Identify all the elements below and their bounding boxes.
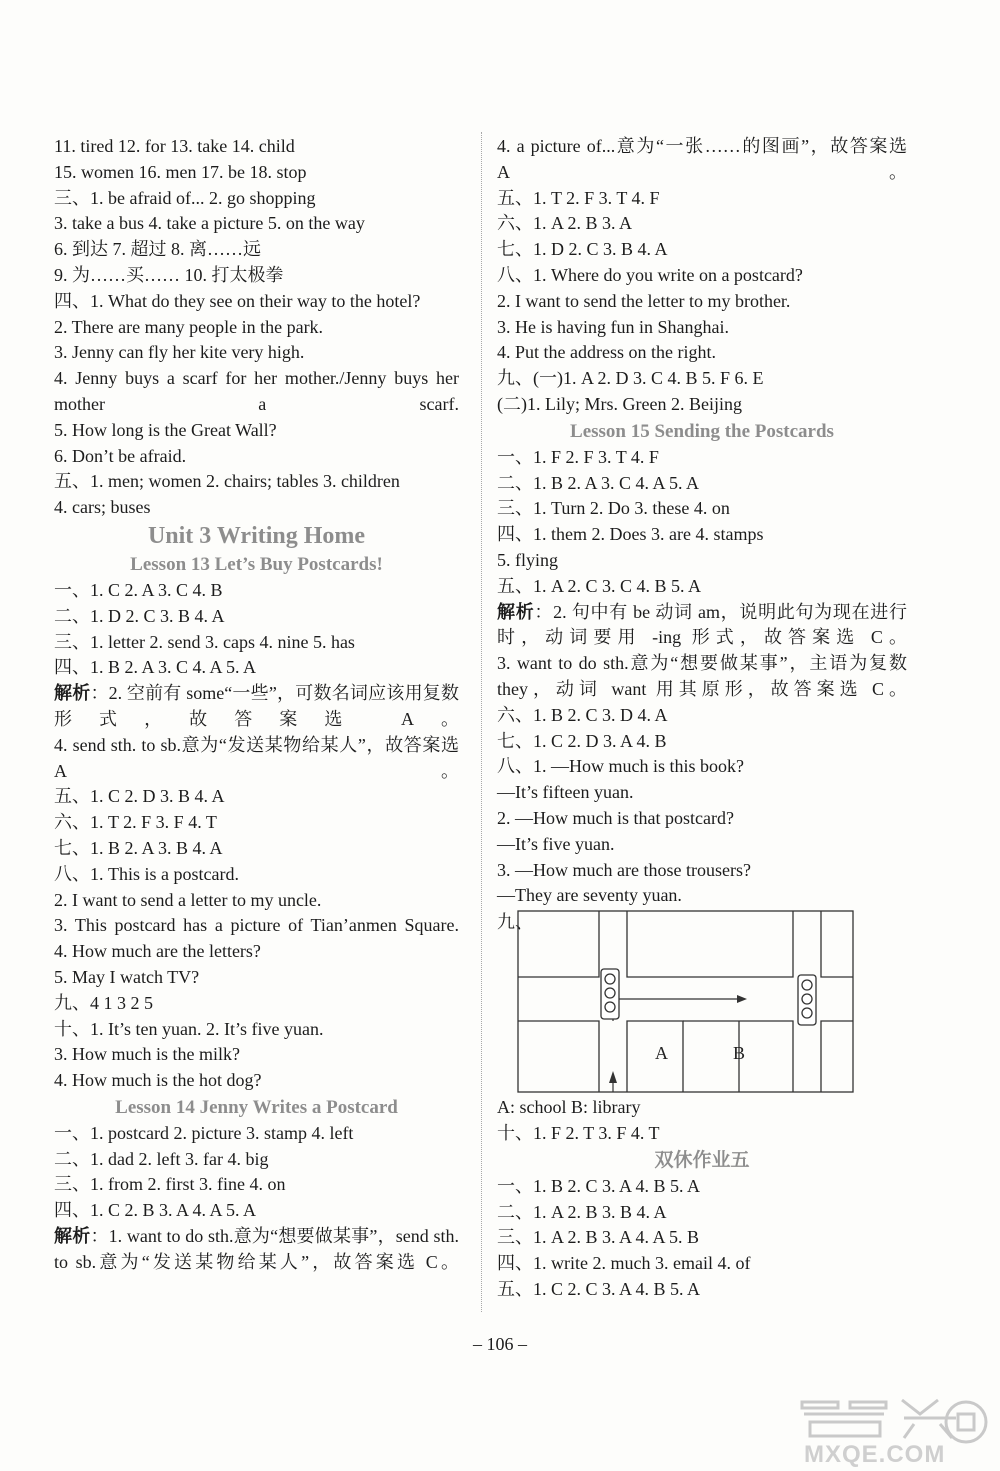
answer-line: 3. —How much are those trousers? <box>497 859 751 880</box>
answer-line: 一、1. C 2. A 3. C 4. B <box>54 579 223 600</box>
answer-line: 四、1. them 2. Does 3. are 4. stamps <box>497 524 764 545</box>
answer-line: 解析：1. want to do sth.意为“想要做某事”，send sth. to sb.意为“发送某物给某人”，故答案选 C。 <box>54 1226 460 1272</box>
page-number: – 106 – <box>473 1334 527 1354</box>
answer-line: 15. women 16. men 17. be 18. stop <box>54 161 307 182</box>
answer-line: 5. How long is the Great Wall? <box>54 419 277 440</box>
answer-line: 2. —How much is that postcard? <box>497 807 734 828</box>
route <box>613 999 737 1092</box>
answer-line: 七、1. B 2. A 3. B 4. A <box>54 837 223 858</box>
answer-line: 一、1. postcard 2. picture 3. stamp 4. left <box>54 1122 354 1143</box>
answer-line: 4. a picture of...意为“一张……的图画”，故答案选 A。 <box>497 136 907 182</box>
answer-line: 解析：2. 空前有 some“一些”，可数名词应该用复数形式，故答案选 A。 <box>54 683 459 729</box>
map-exercise <box>497 909 907 1095</box>
answer-line: 3. This postcard has a picture of Tian’anmen Square. <box>54 915 459 936</box>
answer-site-watermark-logo <box>790 1388 990 1468</box>
traffic-light-right-icon <box>798 975 816 1025</box>
right-column <box>497 134 907 1303</box>
answer-line: 3. want to do sth.意为“想要做某事”，主语为复数 they，动词 want 用其原形，故答案选 C。 <box>497 653 907 699</box>
answer-line: 二、1. B 2. A 3. C 4. A 5. A <box>497 472 700 493</box>
unit-heading: Unit 3 Writing Home <box>147 522 366 549</box>
lesson-heading: Lesson 13 Let’s Buy Postcards! <box>130 553 383 575</box>
answer-line: 三、1. be afraid of... 2. go shopping <box>54 187 316 208</box>
answer-line: 六、1. B 2. C 3. D 4. A <box>497 704 668 725</box>
right-column-bottom <box>497 1095 907 1303</box>
block-top-middle <box>627 911 793 977</box>
answer-line: 八、1. —How much is this book? <box>497 756 744 777</box>
answer-line: 四、1. What do they see on their way to the hotel? <box>54 290 421 311</box>
answer-line: 七、1. C 2. D 3. A 4. B <box>497 730 667 751</box>
block-bottom-right <box>821 1021 853 1092</box>
answer-line: 4. Put the address on the right. <box>497 342 716 363</box>
arrow-up-icon <box>609 1071 617 1083</box>
answer-line: 六、1. A 2. B 3. A <box>497 213 633 234</box>
answer-line: 2. I want to send the letter to my brother. <box>497 290 791 311</box>
answer-line: 十、1. F 2. T 3. F 4. T <box>497 1122 660 1143</box>
answer-line: —It’s fifteen yuan. <box>497 782 634 803</box>
answer-line: 九、4 1 3 2 5 <box>54 992 153 1013</box>
left-column <box>54 134 459 1276</box>
answer-line: 一、1. B 2. C 3. A 4. B 5. A <box>497 1175 701 1196</box>
answer-line: 二、1. D 2. C 3. B 4. A <box>54 605 225 626</box>
answer-line: 十、1. It’s ten yuan. 2. It’s five yuan. <box>54 1018 324 1039</box>
answer-line: 4. Jenny buys a scarf for her mother./Jenny buys her mother a scarf. <box>54 368 459 414</box>
answer-line: 4. How much are the letters? <box>54 941 261 962</box>
traffic-light-left-icon <box>601 969 619 1019</box>
answer-line: 11. tired 12. for 13. take 14. child <box>54 136 295 156</box>
map-label-a: A <box>655 1043 668 1064</box>
answer-line: 三、1. from 2. first 3. fine 4. on <box>54 1174 286 1195</box>
answer-line: 3. take a bus 4. take a picture 5. on the way <box>54 213 365 234</box>
column-divider <box>481 132 482 1312</box>
answer-line: 五、1. A 2. C 3. C 4. B 5. A <box>497 575 702 596</box>
answer-line: 4. How much is the hot dog? <box>54 1070 262 1091</box>
answer-line: 三、1. letter 2. send 3. caps 4. nine 5. has <box>54 631 355 652</box>
map-exercise-label: 九、 <box>497 912 533 933</box>
answer-line: (二)1. Lily; Mrs. Green 2. Beijing <box>497 393 742 414</box>
street-map-diagram <box>517 909 855 1095</box>
lesson-heading: Lesson 14 Jenny Writes a Postcard <box>115 1096 398 1118</box>
answer-line: 八、1. This is a postcard. <box>54 863 239 884</box>
block-bottom-left <box>518 1021 599 1092</box>
answer-line: 6. 到达 7. 超过 8. 离……远 <box>54 239 261 260</box>
answer-line: 七、1. D 2. C 3. B 4. A <box>497 239 668 260</box>
answer-line: 二、1. A 2. B 3. B 4. A <box>497 1201 667 1222</box>
answer-line: 9. 为……买…… 10. 打太极拳 <box>54 264 284 285</box>
arrow-right-icon <box>737 995 747 1003</box>
answer-line: 3. Jenny can fly her kite very high. <box>54 342 305 363</box>
answer-line: 2. I want to send a letter to my uncle. <box>54 889 322 910</box>
answer-line: 5. May I watch TV? <box>54 966 200 987</box>
right-column-top <box>497 134 907 909</box>
answer-line: 3. How much is the milk? <box>54 1044 240 1065</box>
answer-line: 五、1. men; women 2. chairs; tables 3. children <box>54 471 400 492</box>
answer-line: A: school B: library <box>497 1097 641 1118</box>
answer-line: 4. send sth. to sb.意为“发送某物给某人”，故答案选 A。 <box>54 734 459 781</box>
section-heading: 双休作业五 <box>654 1149 750 1171</box>
answer-line: 五、1. C 2. C 3. A 4. B 5. A <box>497 1278 701 1299</box>
answer-line: 5. flying <box>497 549 558 570</box>
answer-line: 五、1. C 2. D 3. B 4. A <box>54 786 225 807</box>
answer-line: 三、1. A 2. B 3. A 4. A 5. B <box>497 1227 700 1248</box>
answer-line: 3. He is having fun in Shanghai. <box>497 316 729 337</box>
lesson-heading: Lesson 15 Sending the Postcards <box>570 420 834 442</box>
answer-line: 四、1. C 2. B 3. A 4. A 5. A <box>54 1200 257 1221</box>
answer-line: 解析：2. 句中有 be 动词 am，说明此句为现在进行时，动词要用 -ing 形式，故答案选 C。 <box>497 601 908 648</box>
answer-line: 三、1. Turn 2. Do 3. these 4. on <box>497 498 730 519</box>
answer-line: 一、1. F 2. F 3. T 4. F <box>497 446 659 467</box>
answer-line: 6. Don’t be afraid. <box>54 445 187 466</box>
block-top-left <box>518 911 599 977</box>
answer-line: —They are seventy yuan. <box>497 885 682 906</box>
answer-line: 四、1. B 2. A 3. C 4. A 5. A <box>54 657 257 678</box>
block-top-right <box>821 911 853 977</box>
answer-line: —It’s five yuan. <box>497 833 615 854</box>
map-label-b: B <box>733 1043 746 1064</box>
answer-line: 二、1. dad 2. left 3. far 4. big <box>54 1148 269 1169</box>
answer-line: 五、1. T 2. F 3. T 4. F <box>497 187 660 208</box>
answer-line: 六、1. T 2. F 3. F 4. T <box>54 812 217 833</box>
svg-text:MXQE.COM: MXQE.COM <box>804 1441 946 1468</box>
answer-line: 2. There are many people in the park. <box>54 316 324 337</box>
answer-line: 八、1. Where do you write on a postcard? <box>497 264 803 285</box>
answer-line: 九、(一)1. A 2. D 3. C 4. B 5. F 6. E <box>497 368 764 389</box>
answer-line: 四、1. write 2. much 3. email 4. of <box>497 1253 751 1274</box>
answer-line: 4. cars; buses <box>54 497 151 518</box>
